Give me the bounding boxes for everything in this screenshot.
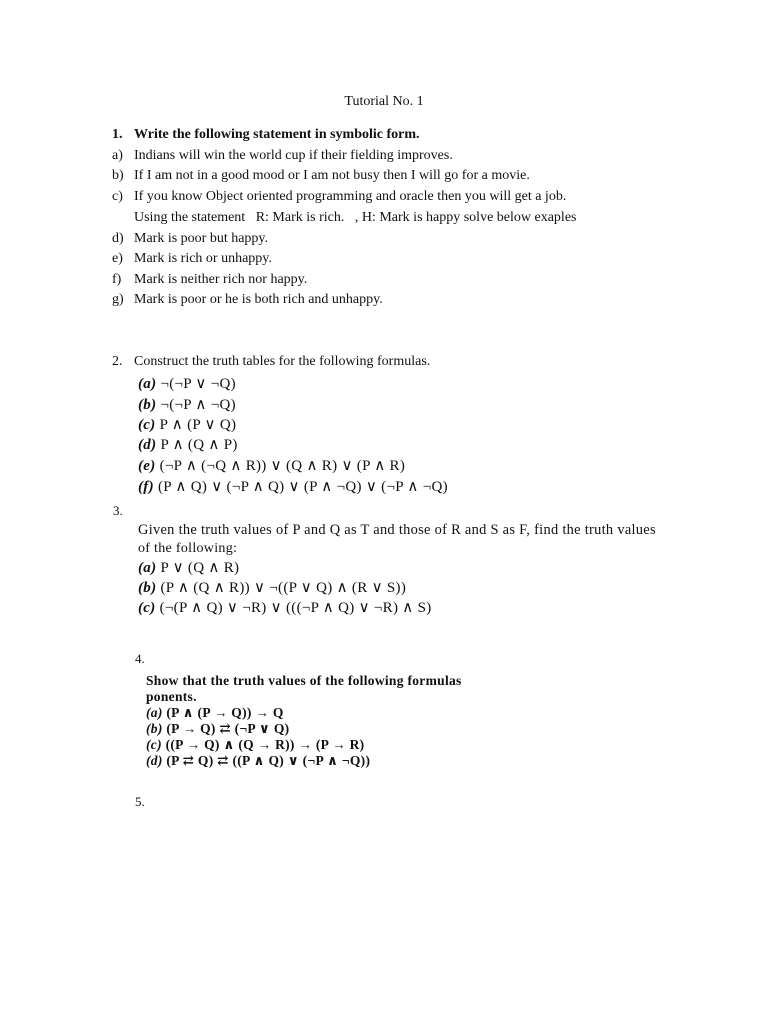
q5-number: 5.	[135, 794, 145, 809]
formula-expression: ¬(¬P ∧ ¬Q)	[160, 397, 236, 413]
q1-item-label: f)	[112, 272, 122, 287]
q1-item-label: e)	[112, 251, 123, 266]
q2-formula	[138, 477, 448, 496]
q4-heading-line1: Show that the truth values of the following formulas	[146, 673, 462, 688]
formula-tag: (d)	[146, 753, 163, 768]
q2-formula	[138, 435, 238, 454]
formula-expression: (P ⇄ Q) ⇄ ((P ∧ Q) ∨ (¬P ∧ ¬Q))	[166, 753, 371, 768]
q4-formula	[146, 705, 284, 721]
formula-tag: (b)	[138, 397, 157, 413]
q1-item-text: If I am not in a good mood or I am not busy then I will go for a movie.	[134, 168, 530, 183]
formula-expression: P ∧ (P ∨ Q)	[159, 417, 237, 433]
q2-formula	[138, 415, 236, 434]
q3-formula	[138, 558, 239, 577]
formula-expression: (P ∧ (P → Q)) → Q	[166, 705, 284, 720]
formula-tag: (c)	[138, 417, 156, 433]
q1-item-label: b)	[112, 168, 124, 183]
formula-tag: (b)	[146, 721, 163, 736]
q2-number: 2.	[112, 354, 123, 369]
q4-formula	[146, 721, 289, 737]
q1-item-text: Indians will win the world cup if their fielding improves.	[134, 148, 453, 163]
q3-heading-line1: Given the truth values of P and Q as T and those of R and S as F, find the truth values	[138, 522, 656, 538]
q1-item-text: Mark is neither rich nor happy.	[134, 272, 308, 287]
q1-item-text: Mark is poor or he is both rich and unhappy.	[134, 292, 383, 307]
q1-item-label: d)	[112, 231, 124, 246]
q4-number: 4.	[135, 651, 145, 666]
q1-item-label: c)	[112, 189, 123, 204]
q3-number: 3.	[113, 503, 123, 518]
q2-formula	[138, 395, 236, 414]
q1-item-text: Mark is poor but happy.	[134, 231, 269, 246]
formula-expression: (P ∧ (Q ∧ R)) ∨ ¬((P ∨ Q) ∧ (R ∨ S))	[160, 580, 407, 596]
q1-number: 1.	[112, 127, 123, 142]
q4-heading-line2: ponents.	[146, 689, 197, 704]
formula-tag: (e)	[138, 458, 156, 474]
formula-expression: (¬(P ∧ Q) ∨ ¬R) ∨ (((¬P ∧ Q) ∨ ¬R) ∧ S)	[159, 600, 432, 616]
q3-formula	[138, 598, 432, 617]
q4-formula	[146, 753, 370, 769]
formula-expression: (P ∧ Q) ∨ (¬P ∧ Q) ∨ (P ∧ ¬Q) ∨ (¬P ∧ ¬Q)	[157, 479, 448, 495]
formula-tag: (a)	[138, 376, 157, 392]
formula-tag: (b)	[138, 580, 157, 596]
q1-item-text: Using the statement R: Mark is rich. , H: Mark is happy solve below exaples	[134, 210, 577, 225]
q1-heading: Write the following statement in symbolic form.	[134, 127, 420, 142]
formula-expression: P ∨ (Q ∧ R)	[160, 560, 240, 576]
q1-item-text: Mark is rich or unhappy.	[134, 251, 272, 266]
formula-tag: (f)	[138, 479, 154, 495]
formula-tag: (a)	[138, 560, 157, 576]
formula-tag: (d)	[138, 437, 157, 453]
q2-formula	[138, 374, 236, 393]
formula-expression: ((P → Q) ∧ (Q → R)) → (P → R)	[165, 737, 365, 752]
q1-item-label: g)	[112, 292, 124, 307]
formula-expression: ¬(¬P ∨ ¬Q)	[160, 376, 236, 392]
q4-formula	[146, 737, 364, 753]
page-title: Tutorial No. 1	[344, 94, 424, 109]
formula-expression: P ∧ (Q ∧ P)	[160, 437, 238, 453]
formula-tag: (c)	[146, 737, 162, 752]
q3-heading-line2: of the following:	[138, 541, 238, 556]
formula-tag: (a)	[146, 705, 163, 720]
q1-item-text: If you know Object oriented programming and oracle then you will get a job.	[134, 189, 567, 204]
formula-expression: (¬P ∧ (¬Q ∧ R)) ∨ (Q ∧ R) ∨ (P ∧ R)	[159, 458, 406, 474]
q2-formula	[138, 456, 405, 475]
q1-item-label: a)	[112, 148, 123, 163]
formula-tag: (c)	[138, 600, 156, 616]
q3-formula	[138, 578, 406, 597]
q2-heading: Construct the truth tables for the following formulas.	[134, 354, 431, 369]
formula-expression: (P → Q) ⇄ (¬P ∨ Q)	[166, 721, 290, 736]
